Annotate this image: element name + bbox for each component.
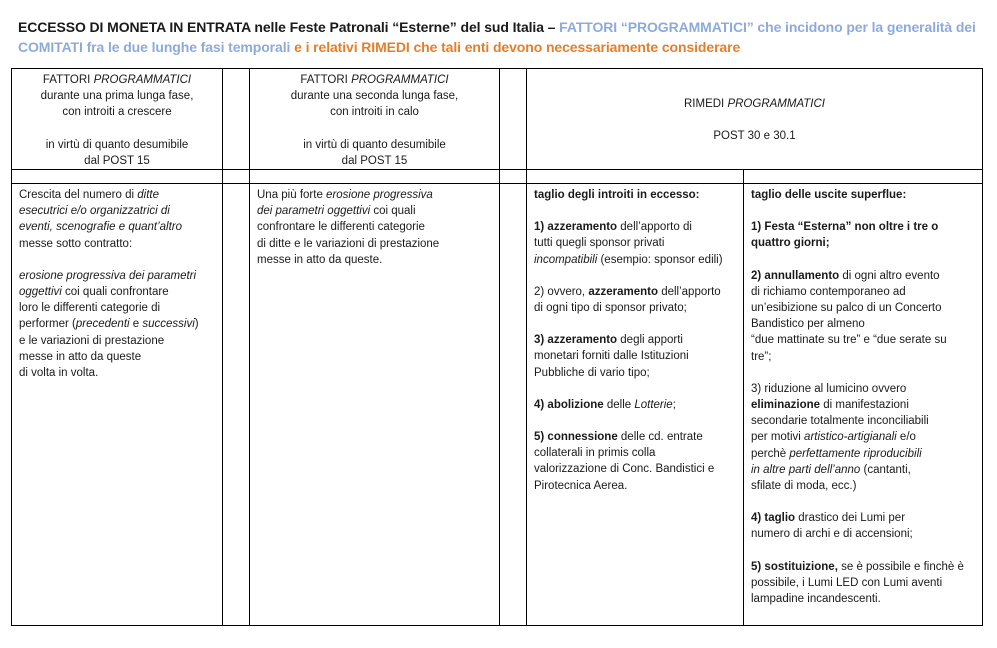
col3-text: incompatibili [534,253,598,266]
col3-text: degli apporti [617,334,683,347]
col4-text: numero di archi e di accensioni; [751,528,913,541]
title-blue: FATTORI “PROGRAMMATICI” che incidono per la generalità dei COMITATI fra le due lunghe fasi temporali [18,19,976,55]
header-col3-l1b: PROGRAMMATICI [727,98,825,110]
header-col2-l1a: FATTORI [300,74,352,86]
separator-cell [744,170,983,184]
spacer-cell [223,184,250,626]
header-col3-l1a: RIMEDI [684,98,728,110]
col4-text: quattro giorni; [751,237,830,250]
col4-text: di ogni altro evento [839,269,940,282]
header-col2-l1b: PROGRAMMATICI [351,74,449,86]
col3-text: 1) azzeramento [534,221,618,234]
col4-text: 5) sostituizione, [751,560,838,573]
col3-text: delle [603,398,635,411]
col1-text: eventi, scenografie e quant’altro [19,221,183,234]
col1-text: messe sotto contratto: [19,237,133,250]
col4-content [744,184,983,626]
col3-text: Pubbliche di vario tipo; [534,366,650,379]
separator-cell [223,170,250,184]
title-black: ECCESSO DI MONETA IN ENTRATA nelle Feste Patronali “Esterne” del sud Italia – [18,19,560,35]
header-col1-l4: in virtù di quanto desumibile [45,138,189,151]
header-row [12,69,983,170]
header-col2-l2: durante una seconda lunga fase, [290,90,459,103]
col3-text: monetari forniti dalle Istituzioni [534,350,689,363]
col1-content [12,184,223,626]
col2-text: dei parametri oggettivi [257,205,371,218]
spacer-cell [223,69,250,170]
col4-text: 3) riduzione al lumicino ovvero [751,382,907,395]
col4-text: se è possibile e finchè è [837,560,964,573]
col4-text: (cantanti, [860,463,911,476]
header-remedies [527,69,983,170]
col1-text: e le variazioni di prestazione [19,334,165,347]
col4-text: perchè [751,447,790,460]
col3-text: delle cd. entrate [617,431,703,444]
col2-text: Una più forte [257,189,327,202]
col3-text: dell’apporto di [617,221,692,234]
col1-text: coi quali confrontare [61,286,169,299]
col4-text: artistico-artigianali [804,431,897,444]
col2-text: erosione progressiva [326,189,433,202]
col1-text: di volta in volta. [19,367,99,380]
header-col3-l2: POST 30 e 30.1 [713,130,796,143]
col4-text: 2) annullamento [751,269,840,282]
separator-cell [527,170,744,184]
header-col2-l5: dal POST 15 [341,154,408,167]
col3-content [527,184,744,626]
header-col1-l1b: PROGRAMMATICI [93,74,192,86]
col1-text: successivi [142,318,195,331]
col4-text: “due mattinate su tre” e “due serate su [751,334,947,347]
separator-row [12,170,983,184]
col2-text: messe in atto da queste. [257,253,383,266]
separator-cell [12,170,223,184]
header-col2 [250,69,500,170]
content-row [12,184,983,626]
col4-text: 1) Festa “Esterna” non oltre i tre o [751,221,939,234]
col4-text: perfettamente riproducibili [789,447,922,460]
header-col1-l3: con introiti a crescere [62,106,172,119]
col1-text: precedenti [75,318,130,331]
col2-text: coi quali [370,205,416,218]
col3-text: valorizzazione di Conc. Bandistici e [534,463,715,476]
col4-text: 4) taglio [751,512,796,525]
col4-text: di richiamo contemporaneo ad [751,285,906,298]
header-col2-l3: con introiti in calo [330,106,419,119]
header-col1-l1a: FATTORI [42,74,94,86]
col3-text: Lotterie [634,398,673,411]
col4-text: drastico dei Lumi per [795,512,906,525]
col3-text: 5) connessione [534,431,618,444]
col3-text: collaterali in primis colla [534,447,656,460]
header-col1-l2: durante una prima lunga fase, [40,90,194,103]
header-col2-l4: in virtù di quanto desumibile [303,138,446,151]
col4-text: tre”; [751,350,772,363]
col3-heading: taglio degli introiti in eccesso: [534,189,700,202]
col4-text: possibile, i Lumi LED con Lumi aventi [751,576,943,589]
col3-text: 3) azzeramento [534,334,618,347]
spacer-cell [500,184,527,626]
title-orange: e i relativi RIMEDI che tali enti devono necessariamente considerare [290,39,741,55]
col1-text: Crescita del numero di [19,189,138,202]
col2-content [250,184,500,626]
separator-cell [500,170,527,184]
col4-text: di manifestazioni [820,399,909,412]
col4-text: sfilate di moda, ecc.) [751,480,857,493]
col3-text: di ogni tipo di sponsor privato; [534,302,687,315]
col2-text: confrontare le differenti categorie [257,221,425,234]
document-title [18,17,983,57]
col4-text: in altre parti dell’anno [751,463,861,476]
col2-text: di ditte e le variazioni di prestazione [257,237,440,250]
col1-text: ditte [137,189,159,202]
col3-text: 4) abolizione [534,398,604,411]
header-col1-l5: dal POST 15 [84,154,150,167]
col1-text: messe in atto da queste [19,350,142,363]
col4-text: Bandistico per almeno [751,318,865,331]
col1-text: e [129,318,143,331]
col3-text: 2) ovvero, [534,285,589,298]
col1-text: ) [194,318,199,331]
col1-text: loro le differenti categorie di [19,302,161,315]
col3-text: azzeramento [588,285,658,298]
col3-text: Pirotecnica Aerea. [534,479,628,492]
col4-text: e/o [896,431,916,444]
col1-text: oggettivi [19,286,62,299]
col3-text: (esempio: sponsor edili) [597,253,723,266]
col1-text: performer ( [19,318,76,331]
col3-text: tutti quegli sponsor privati [534,237,665,250]
col4-text: lampadine incandescenti. [751,593,881,606]
header-col1 [12,69,223,170]
col4-text: per motivi [751,431,805,444]
factors-table [11,68,983,626]
col3-text: dell’apporto [658,285,721,298]
col1-text: esecutrici e/o organizzatrici di [19,205,170,218]
col4-heading: taglio delle uscite superflue: [751,189,907,202]
col4-text: un’esibizione su palco di un Concerto [751,302,942,315]
col1-text: erosione progressiva dei parametri [19,269,197,282]
col3-text: ; [672,398,676,411]
separator-cell [250,170,500,184]
spacer-cell [500,69,527,170]
col4-text: secondarie totalmente inconciliabili [751,415,929,428]
col4-text: eliminazione [751,399,821,412]
